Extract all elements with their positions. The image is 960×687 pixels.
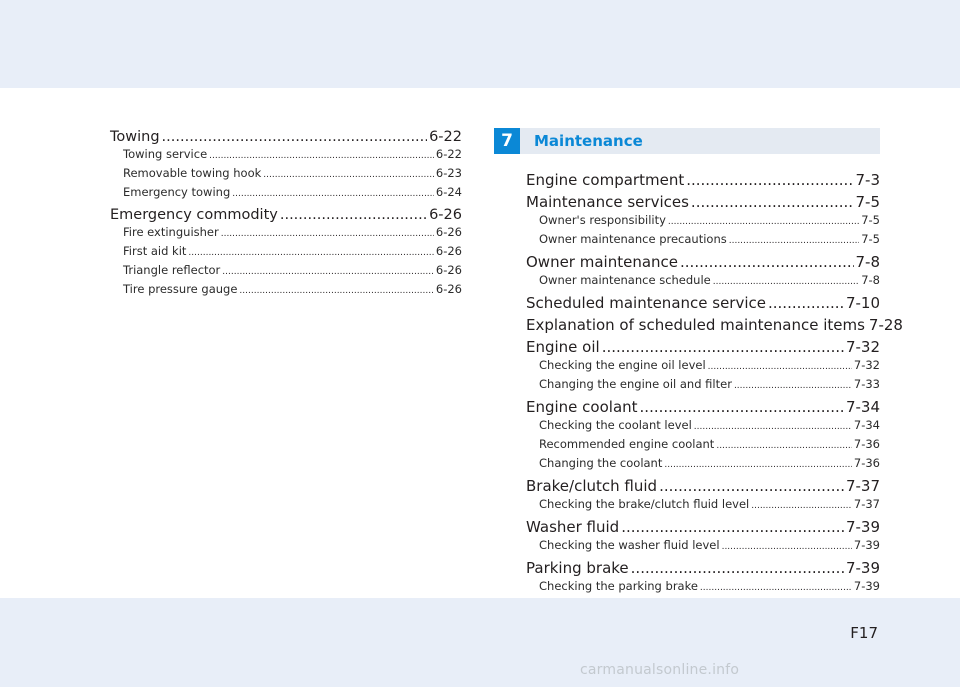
toc-entry-page: 7-5 <box>861 232 880 246</box>
watermark: carmanualsonline.info <box>580 662 740 678</box>
toc-left-column <box>110 125 462 300</box>
toc-subentry[interactable] <box>526 212 880 231</box>
toc-subentry[interactable] <box>526 537 880 556</box>
toc-subentry[interactable] <box>526 455 880 474</box>
footer-band <box>0 598 960 687</box>
toc-entry-title: Engine coolant <box>526 398 638 416</box>
toc-entry-page: 7-5 <box>855 193 880 211</box>
dot-leader <box>708 359 852 376</box>
toc-entry-title: Fire extinguisher <box>123 225 219 239</box>
toc-entry-title: Removable towing hook <box>123 166 262 180</box>
toc-entry-page: 7-5 <box>861 213 880 227</box>
toc-entry-title: Triangle reflector <box>123 263 221 277</box>
toc-entry-title: Checking the brake/clutch fluid level <box>539 497 750 511</box>
page-number: F17 <box>850 624 878 642</box>
toc-heading-entry[interactable] <box>526 316 903 335</box>
toc-subentry[interactable] <box>526 417 880 436</box>
dot-leader <box>280 206 427 224</box>
dot-leader <box>716 438 852 455</box>
toc-entry-page: 7-8 <box>855 253 880 271</box>
toc-entry-title: Checking the coolant level <box>539 418 692 432</box>
toc-subentry[interactable] <box>526 496 880 515</box>
toc-entry-title: Changing the engine oil and filter <box>539 377 732 391</box>
toc-entry-title: Checking the parking brake <box>539 579 698 593</box>
toc-subentry[interactable] <box>110 281 462 300</box>
dot-leader <box>668 214 859 231</box>
toc-subentry[interactable] <box>526 272 880 291</box>
toc-entry-title: Towing service <box>123 147 208 161</box>
toc-entry-title: Explanation of scheduled maintenance items <box>526 316 865 334</box>
toc-heading-entry[interactable] <box>526 338 880 357</box>
toc-heading-entry[interactable] <box>526 518 880 537</box>
toc-entry-title: Emergency commodity <box>110 207 278 223</box>
toc-entry-page: 7-39 <box>845 518 880 536</box>
dot-leader <box>162 128 428 146</box>
dot-leader <box>659 477 844 496</box>
toc-entry-page: 6-26 <box>435 244 462 258</box>
toc-entry-title: Parking brake <box>526 559 629 577</box>
dot-leader <box>232 186 434 203</box>
dot-leader <box>239 283 433 300</box>
toc-entry-page: 6-22 <box>429 129 462 145</box>
toc-subentry[interactable] <box>110 224 462 243</box>
toc-heading-entry[interactable] <box>526 253 880 272</box>
dot-leader <box>664 457 852 474</box>
toc-heading-entry[interactable] <box>526 294 880 313</box>
toc-entry-title: Washer fluid <box>526 518 620 536</box>
toc-heading-entry[interactable] <box>526 193 880 212</box>
dot-leader <box>734 378 852 395</box>
dot-leader <box>691 193 854 212</box>
toc-subentry[interactable] <box>526 578 880 597</box>
toc-subentry[interactable] <box>526 376 880 395</box>
dot-leader <box>686 171 853 190</box>
toc-subentry[interactable] <box>110 146 462 165</box>
toc-entry-title: Recommended engine coolant <box>539 437 715 451</box>
toc-entry-page: 7-32 <box>845 338 880 356</box>
toc-entry-title: Towing <box>110 129 160 145</box>
dot-leader <box>680 253 853 272</box>
dot-leader <box>602 338 844 357</box>
toc-heading-entry[interactable] <box>526 171 880 190</box>
dot-leader <box>221 226 434 243</box>
toc-entry-title: Scheduled maintenance service <box>526 294 766 312</box>
toc-entry-page: 7-37 <box>853 497 880 511</box>
toc-entry-title: First aid kit <box>123 244 187 258</box>
toc-entry-page: 7-37 <box>845 477 880 495</box>
dot-leader <box>722 539 852 556</box>
toc-heading-entry[interactable] <box>526 559 880 578</box>
dot-leader <box>188 245 433 262</box>
chapter-title: Maintenance <box>520 128 880 154</box>
dot-leader <box>222 264 434 281</box>
toc-entry-page: 6-22 <box>435 147 462 161</box>
toc-entry-page: 7-34 <box>853 418 880 432</box>
dot-leader <box>751 498 852 515</box>
toc-entry-title: Owner maintenance precautions <box>539 232 727 246</box>
chapter-number: 7 <box>494 128 520 154</box>
toc-heading-entry[interactable] <box>110 128 462 146</box>
dot-leader <box>209 148 434 165</box>
toc-heading-entry[interactable] <box>526 477 880 496</box>
dot-leader <box>631 559 844 578</box>
toc-heading-entry[interactable] <box>110 206 462 224</box>
toc-subentry[interactable] <box>110 184 462 203</box>
toc-entry-title: Brake/clutch fluid <box>526 477 658 495</box>
toc-entry-title: Owner maintenance schedule <box>539 273 711 287</box>
toc-entry-page: 6-23 <box>435 166 462 180</box>
toc-entry-page: 6-26 <box>435 263 462 277</box>
toc-entry-page: 7-39 <box>845 559 880 577</box>
toc-entry-title: Checking the washer fluid level <box>539 538 720 552</box>
toc-entry-page: 7-39 <box>853 579 880 593</box>
toc-entry-title: Changing the coolant <box>539 456 663 470</box>
toc-entry-page: 7-39 <box>853 538 880 552</box>
toc-entry-page: 6-26 <box>435 282 462 296</box>
dot-leader <box>729 233 859 250</box>
dot-leader <box>768 294 844 313</box>
toc-entry-title: Tire pressure gauge <box>123 282 238 296</box>
toc-subentry[interactable] <box>526 231 880 250</box>
toc-entry-page: 7-28 <box>868 316 903 334</box>
dot-leader <box>694 419 852 436</box>
toc-entry-title: Engine oil <box>526 338 600 356</box>
toc-entry-page: 7-3 <box>855 171 880 189</box>
toc-subentry[interactable] <box>526 357 880 376</box>
dot-leader <box>640 398 844 417</box>
toc-entry-page: 7-10 <box>845 294 880 312</box>
toc-subentry[interactable] <box>526 436 880 455</box>
toc-entry-page: 6-26 <box>435 225 462 239</box>
toc-entry-page: 6-24 <box>435 185 462 199</box>
toc-heading-entry[interactable] <box>526 398 880 417</box>
toc-entry-title: Checking the engine oil level <box>539 358 706 372</box>
toc-entry-page: 7-8 <box>861 273 880 287</box>
dot-leader <box>263 167 434 184</box>
toc-entry-title: Emergency towing <box>123 185 231 199</box>
header-band <box>0 0 960 88</box>
toc-subentry[interactable] <box>110 165 462 184</box>
toc-entry-page: 7-33 <box>853 377 880 391</box>
toc-entry-title: Maintenance services <box>526 193 689 211</box>
toc-subentry[interactable] <box>110 243 462 262</box>
toc-entry-title: Owner's responsibility <box>539 213 666 227</box>
toc-entry-title: Owner maintenance <box>526 253 679 271</box>
toc-subentry[interactable] <box>110 262 462 281</box>
dot-leader <box>713 274 859 291</box>
toc-entry-page: 7-36 <box>853 456 880 470</box>
chapter-tab[interactable] <box>494 128 880 154</box>
toc-entry-page: 7-34 <box>845 398 880 416</box>
toc-entry-page: 7-32 <box>853 358 880 372</box>
toc-entry-title: Engine compartment <box>526 171 685 189</box>
toc-entry-page: 6-26 <box>429 207 462 223</box>
toc-right-column <box>526 168 903 597</box>
toc-entry-page: 7-36 <box>853 437 880 451</box>
dot-leader <box>621 518 844 537</box>
dot-leader <box>700 580 852 597</box>
